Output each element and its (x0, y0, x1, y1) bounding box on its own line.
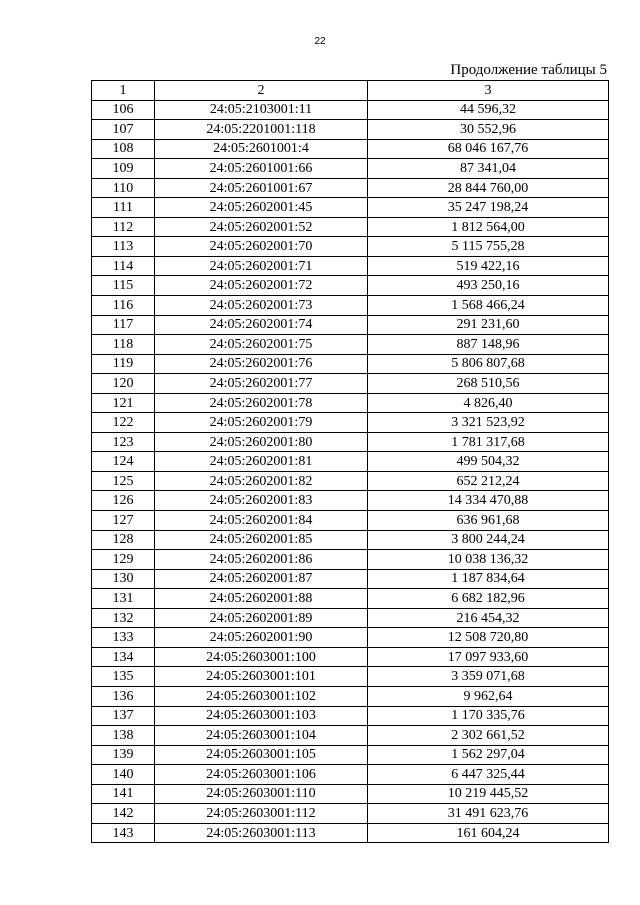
value-cell: 6 447 325,44 (368, 765, 609, 785)
cadastral-number-cell: 24:05:2602001:45 (155, 198, 368, 218)
cadastral-number-cell: 24:05:2602001:90 (155, 628, 368, 648)
row-number-cell: 131 (92, 589, 155, 609)
table-row (92, 628, 609, 648)
cadastral-number-cell: 24:05:2602001:74 (155, 315, 368, 335)
table-row (92, 569, 609, 589)
value-cell: 35 247 198,24 (368, 198, 609, 218)
row-number-cell: 110 (92, 178, 155, 198)
table-row (92, 237, 609, 257)
value-cell: 519 422,16 (368, 256, 609, 276)
value-cell: 216 454,32 (368, 608, 609, 628)
value-cell: 1 187 834,64 (368, 569, 609, 589)
table-header-row (92, 81, 609, 101)
table-row (92, 413, 609, 433)
cadastral-number-cell: 24:05:2602001:84 (155, 511, 368, 531)
value-cell: 652 212,24 (368, 471, 609, 491)
table-body (92, 100, 609, 843)
table-row (92, 686, 609, 706)
table-row (92, 823, 609, 843)
page-number: 22 (314, 36, 326, 47)
cadastral-number-cell: 24:05:2602001:75 (155, 335, 368, 355)
value-cell: 1 568 466,24 (368, 296, 609, 316)
value-cell: 68 046 167,76 (368, 139, 609, 159)
row-number-cell: 138 (92, 726, 155, 746)
cadastral-number-cell: 24:05:2601001:66 (155, 159, 368, 179)
table-row (92, 139, 609, 159)
table-row (92, 296, 609, 316)
value-cell: 887 148,96 (368, 335, 609, 355)
cadastral-number-cell: 24:05:2602001:86 (155, 550, 368, 570)
value-cell: 268 510,56 (368, 374, 609, 394)
row-number-cell: 108 (92, 139, 155, 159)
value-cell: 12 508 720,80 (368, 628, 609, 648)
row-number-cell: 106 (92, 100, 155, 120)
cadastral-number-cell: 24:05:2603001:106 (155, 765, 368, 785)
cadastral-number-cell: 24:05:2602001:82 (155, 471, 368, 491)
table-row (92, 178, 609, 198)
table-caption: Продолжение таблицы 5 (450, 62, 607, 78)
table-row (92, 589, 609, 609)
row-number-cell: 124 (92, 452, 155, 472)
cadastral-number-cell: 24:05:2601001:67 (155, 178, 368, 198)
value-cell: 291 231,60 (368, 315, 609, 335)
cadastral-number-cell: 24:05:2603001:110 (155, 784, 368, 804)
value-cell: 3 359 071,68 (368, 667, 609, 687)
row-number-cell: 140 (92, 765, 155, 785)
table-header (92, 81, 609, 101)
column-header-3: 3 (368, 81, 609, 101)
cadastral-number-cell: 24:05:2602001:70 (155, 237, 368, 257)
cadastral-number-cell: 24:05:2602001:77 (155, 374, 368, 394)
cadastral-number-cell: 24:05:2602001:87 (155, 569, 368, 589)
value-cell: 2 302 661,52 (368, 726, 609, 746)
value-cell: 499 504,32 (368, 452, 609, 472)
cadastral-number-cell: 24:05:2601001:4 (155, 139, 368, 159)
value-cell: 3 800 244,24 (368, 530, 609, 550)
row-number-cell: 135 (92, 667, 155, 687)
table-row (92, 511, 609, 531)
row-number-cell: 126 (92, 491, 155, 511)
cadastral-number-cell: 24:05:2201001:118 (155, 120, 368, 140)
table-row (92, 452, 609, 472)
table-row (92, 608, 609, 628)
row-number-cell: 137 (92, 706, 155, 726)
table-row (92, 765, 609, 785)
row-number-cell: 116 (92, 296, 155, 316)
row-number-cell: 128 (92, 530, 155, 550)
table-row (92, 530, 609, 550)
row-number-cell: 141 (92, 784, 155, 804)
cadastral-number-cell: 24:05:2603001:103 (155, 706, 368, 726)
row-number-cell: 122 (92, 413, 155, 433)
cadastral-number-cell: 24:05:2602001:78 (155, 393, 368, 413)
cadastral-number-cell: 24:05:2602001:73 (155, 296, 368, 316)
row-number-cell: 123 (92, 432, 155, 452)
cadastral-number-cell: 24:05:2603001:100 (155, 647, 368, 667)
table-row (92, 471, 609, 491)
value-cell: 31 491 623,76 (368, 804, 609, 824)
table-row (92, 726, 609, 746)
row-number-cell: 113 (92, 237, 155, 257)
cadastral-number-cell: 24:05:2602001:52 (155, 217, 368, 237)
value-cell: 17 097 933,60 (368, 647, 609, 667)
table-row (92, 745, 609, 765)
row-number-cell: 142 (92, 804, 155, 824)
table-row (92, 217, 609, 237)
row-number-cell: 117 (92, 315, 155, 335)
row-number-cell: 115 (92, 276, 155, 296)
value-cell: 28 844 760,00 (368, 178, 609, 198)
value-cell: 1 170 335,76 (368, 706, 609, 726)
cadastral-number-cell: 24:05:2602001:89 (155, 608, 368, 628)
row-number-cell: 121 (92, 393, 155, 413)
value-cell: 6 682 182,96 (368, 589, 609, 609)
row-number-cell: 134 (92, 647, 155, 667)
table-row (92, 706, 609, 726)
table-row (92, 667, 609, 687)
row-number-cell: 130 (92, 569, 155, 589)
cadastral-number-cell: 24:05:2603001:113 (155, 823, 368, 843)
value-cell: 87 341,04 (368, 159, 609, 179)
table-row (92, 198, 609, 218)
cadastral-number-cell: 24:05:2103001:11 (155, 100, 368, 120)
table-row (92, 159, 609, 179)
cadastral-number-cell: 24:05:2602001:85 (155, 530, 368, 550)
table-row (92, 335, 609, 355)
row-number-cell: 111 (92, 198, 155, 218)
table-row (92, 276, 609, 296)
cadastral-number-cell: 24:05:2602001:76 (155, 354, 368, 374)
cadastral-number-cell: 24:05:2602001:79 (155, 413, 368, 433)
row-number-cell: 107 (92, 120, 155, 140)
table-row (92, 784, 609, 804)
value-cell: 10 038 136,32 (368, 550, 609, 570)
value-cell: 10 219 445,52 (368, 784, 609, 804)
table-row (92, 100, 609, 120)
row-number-cell: 143 (92, 823, 155, 843)
row-number-cell: 119 (92, 354, 155, 374)
cadastral-number-cell: 24:05:2603001:105 (155, 745, 368, 765)
value-cell: 3 321 523,92 (368, 413, 609, 433)
row-number-cell: 139 (92, 745, 155, 765)
column-header-1: 1 (92, 81, 155, 101)
value-cell: 636 961,68 (368, 511, 609, 531)
table-row (92, 120, 609, 140)
table-row (92, 256, 609, 276)
row-number-cell: 127 (92, 511, 155, 531)
row-number-cell: 129 (92, 550, 155, 570)
table-row (92, 354, 609, 374)
row-number-cell: 112 (92, 217, 155, 237)
cadastral-number-cell: 24:05:2602001:80 (155, 432, 368, 452)
table-row (92, 374, 609, 394)
row-number-cell: 114 (92, 256, 155, 276)
value-cell: 493 250,16 (368, 276, 609, 296)
cadastral-number-cell: 24:05:2602001:83 (155, 491, 368, 511)
row-number-cell: 136 (92, 686, 155, 706)
value-cell: 1 562 297,04 (368, 745, 609, 765)
cadastral-number-cell: 24:05:2603001:104 (155, 726, 368, 746)
cadastral-number-cell: 24:05:2602001:71 (155, 256, 368, 276)
cadastral-number-cell: 24:05:2602001:88 (155, 589, 368, 609)
value-cell: 1 812 564,00 (368, 217, 609, 237)
value-cell: 161 604,24 (368, 823, 609, 843)
table-row (92, 491, 609, 511)
value-cell: 5 115 755,28 (368, 237, 609, 257)
row-number-cell: 118 (92, 335, 155, 355)
table-row (92, 315, 609, 335)
cadastral-number-cell: 24:05:2602001:81 (155, 452, 368, 472)
cadastral-number-cell: 24:05:2602001:72 (155, 276, 368, 296)
table-row (92, 550, 609, 570)
row-number-cell: 133 (92, 628, 155, 648)
cadastral-number-cell: 24:05:2603001:102 (155, 686, 368, 706)
table-row (92, 647, 609, 667)
value-cell: 44 596,32 (368, 100, 609, 120)
value-cell: 30 552,96 (368, 120, 609, 140)
table-row (92, 432, 609, 452)
cadastral-number-cell: 24:05:2603001:112 (155, 804, 368, 824)
value-cell: 9 962,64 (368, 686, 609, 706)
value-cell: 5 806 807,68 (368, 354, 609, 374)
row-number-cell: 125 (92, 471, 155, 491)
value-cell: 1 781 317,68 (368, 432, 609, 452)
value-cell: 4 826,40 (368, 393, 609, 413)
column-header-2: 2 (155, 81, 368, 101)
row-number-cell: 109 (92, 159, 155, 179)
value-cell: 14 334 470,88 (368, 491, 609, 511)
row-number-cell: 120 (92, 374, 155, 394)
data-table (91, 80, 609, 843)
cadastral-number-cell: 24:05:2603001:101 (155, 667, 368, 687)
table-row (92, 393, 609, 413)
table-row (92, 804, 609, 824)
row-number-cell: 132 (92, 608, 155, 628)
